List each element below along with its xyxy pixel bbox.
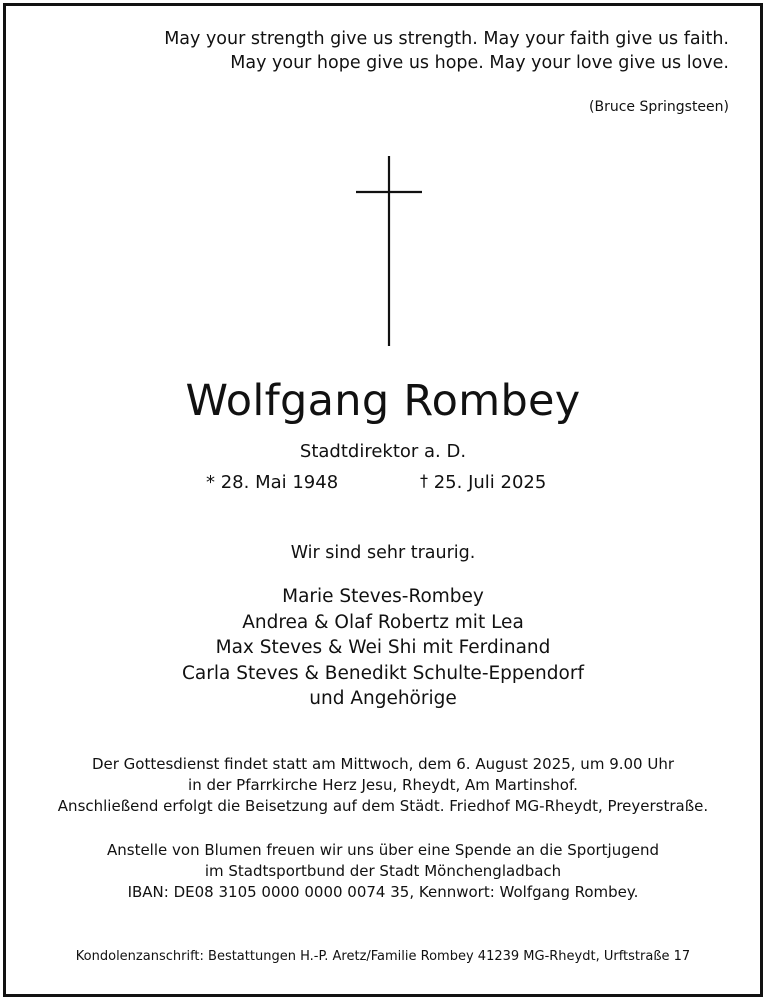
family-member: Andrea & Olaf Robertz mit Lea: [242, 611, 524, 633]
service-line: in der Pfarrkirche Herz Jesu, Rheydt, Am Martinshof.: [188, 776, 578, 794]
condolence-text: Wir sind sehr traurig.: [290, 543, 476, 563]
family-list: [6, 584, 760, 712]
donation-line: Anstelle von Blumen freuen wir uns über eine Spende an die Sportjugend: [106, 841, 660, 859]
donation-line: im Stadtsportbund der Stadt Mönchengladbach: [204, 862, 562, 880]
death-date-line: [420, 470, 546, 496]
donation-line: IBAN: DE08 3105 0000 0000 0074 35, Kennwort: Wolfgang Rombey.: [127, 883, 639, 901]
service-line: Anschließend erfolgt die Beisetzung auf dem Städt. Friedhof MG-Rheydt, Preyerstraße.: [57, 797, 709, 815]
family-member: Marie Steves-Rombey: [282, 586, 484, 607]
quote-line: May your strength give us strength. May your faith give us faith.: [164, 29, 729, 49]
dagger-icon: †: [420, 471, 428, 490]
family-member: Carla Steves & Benedikt Schulte-Eppendorf: [182, 662, 584, 684]
obituary-frame: [3, 3, 763, 997]
quote: [164, 27, 729, 75]
quote-line: May your hope give us hope. May your love give us love.: [230, 53, 729, 73]
service-line: Der Gottesdienst findet statt am Mittwoch, dem 6. August 2025, um 9.00 Uhr: [91, 755, 675, 773]
death-date: 25. Juli 2025: [433, 472, 547, 493]
quote-author: (Bruce Springsteen): [589, 99, 729, 115]
family-member: Max Steves & Wei Shi mit Ferdinand: [215, 637, 551, 658]
family-member: und Angehörige: [309, 688, 457, 709]
birth-date: * 28. Mai 1948: [206, 472, 339, 493]
service-info: [6, 754, 760, 817]
cross-icon: [354, 154, 424, 346]
deceased-name: Wolfgang Rombey: [185, 376, 581, 426]
deceased-title: Stadtdirektor a. D.: [299, 441, 467, 462]
donation-info: [6, 840, 760, 903]
condolence-address: Kondolenzanschrift: Bestattungen H.-P. Aretz/Familie Rombey 41239 MG-Rheydt, Urftstraße 17: [75, 949, 691, 964]
